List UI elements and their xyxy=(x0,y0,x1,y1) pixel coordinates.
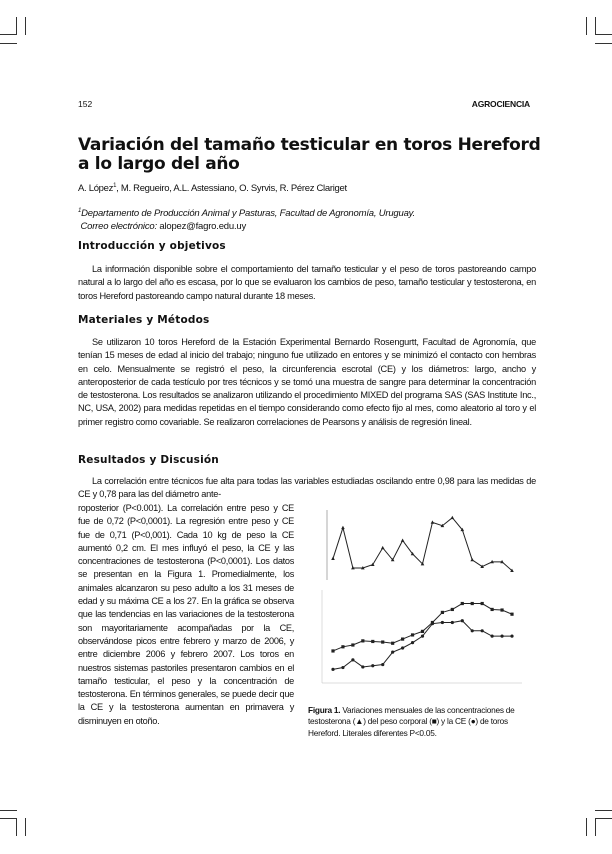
crop-mark xyxy=(595,810,612,811)
data-point-testosterona xyxy=(381,546,385,549)
data-point-CE xyxy=(500,635,503,638)
data-point-CE xyxy=(491,635,494,638)
data-point-peso xyxy=(401,637,404,640)
data-point-testosterona xyxy=(470,558,474,561)
authors-rest: , M. Regueiro, A.L. Astessiano, O. Syrvis, R. Pérez Clariget xyxy=(116,183,347,195)
crop-mark xyxy=(0,43,17,44)
data-point-peso xyxy=(421,630,424,633)
data-point-CE xyxy=(451,621,454,624)
data-point-CE xyxy=(371,664,374,667)
data-point-testosterona xyxy=(451,516,455,519)
caption-label: Figura 1. xyxy=(308,705,341,715)
crop-mark xyxy=(586,17,587,35)
crop-mark xyxy=(25,818,26,836)
page-number: 152 xyxy=(78,99,93,109)
data-point-CE xyxy=(351,658,354,661)
chart-testosterone xyxy=(331,516,514,572)
data-point-CE xyxy=(401,646,404,649)
author-sup: 1 xyxy=(113,183,117,189)
affiliation-sup: 1 xyxy=(78,208,82,214)
chart-weight-ce xyxy=(331,602,513,671)
data-point-peso xyxy=(371,640,374,643)
crop-mark xyxy=(16,818,17,836)
data-point-testosterona xyxy=(341,526,345,529)
results-column: roposterior (P<0.001). La correlación entre peso y CE fue de 0,72 (P<0,0001). La regresión entre peso y CE fue de 0,71 (P<0,001). Cada 10 kg de peso la CE aumentó 0,2 cm. El mes influyó el peso, la CE y las concentraciones de testosterona (P<0,0001). Los datos se presentan en la Figura 1. Promedialmente, los animales alcanzaron su peso adulto a los 31 meses de edad y su máxima CE a los 27. En la gráfica se observa que las tendencias en las variaciones de la testosterona son mayoritariamente acompañadas por la CE, observándose picos entre febrero y marzo de 2006, y entre diciembre 2006 y febrero 2007. Los toros en nuestros sistemas pastoriles presentaron cambios en el tamaño testicular, el peso y la concentración de testosterona. En términos generales, se puede decir que la CE y la testosterona aumentan en primavera y disminuyen en otoño. xyxy=(78,503,294,726)
data-point-peso xyxy=(391,642,394,645)
data-point-peso xyxy=(361,639,364,642)
results-paragraph-full xyxy=(78,475,536,502)
data-point-CE xyxy=(441,621,444,624)
results-text-full: La correlación entre técnicos fue alta para todas las variables estudiadas oscilando entre 0,98 para las medidas de CE y 0,78 para las del diámetro ante- xyxy=(78,476,536,500)
data-point-testosterona xyxy=(401,538,405,541)
data-point-CE xyxy=(510,635,513,638)
data-point-CE xyxy=(391,651,394,654)
heading-intro: Introducción y objetivos xyxy=(78,240,226,252)
crop-mark xyxy=(595,43,612,44)
figure-caption xyxy=(308,705,534,739)
data-point-CE xyxy=(341,666,344,669)
crop-mark xyxy=(586,818,587,836)
data-point-peso xyxy=(481,602,484,605)
data-point-peso xyxy=(341,645,344,648)
affiliation-text: Departamento de Producción Animal y Pasturas, Facultad de Agronomía, Uruguay. xyxy=(81,208,415,220)
data-point-testosterona xyxy=(431,520,435,523)
data-point-peso xyxy=(510,613,513,616)
crop-mark xyxy=(16,17,17,35)
authors xyxy=(78,183,347,194)
data-point-CE xyxy=(471,629,474,632)
data-point-peso xyxy=(491,608,494,611)
article-title: Variación del tamaño testicular en toros Hereford a lo largo del año xyxy=(78,135,541,174)
data-point-peso xyxy=(500,608,503,611)
series-line-peso xyxy=(333,604,512,651)
data-point-CE xyxy=(331,668,334,671)
figure-1 xyxy=(307,505,535,705)
data-point-peso xyxy=(411,633,414,636)
data-point-peso xyxy=(461,602,464,605)
email-label: Correo electrónico: xyxy=(80,221,157,233)
data-point-peso xyxy=(471,602,474,605)
series-line-CE xyxy=(333,621,512,670)
data-point-peso xyxy=(451,608,454,611)
crop-mark xyxy=(595,34,612,35)
data-point-CE xyxy=(481,629,484,632)
data-point-peso xyxy=(441,611,444,614)
data-point-CE xyxy=(361,665,364,668)
heading-results: Resultados y Discusión xyxy=(78,454,219,466)
data-point-CE xyxy=(421,635,424,638)
email-link[interactable]: alopez@fagro.edu.uy xyxy=(159,221,247,233)
crop-mark xyxy=(0,818,17,819)
caption-text: Variaciones mensuales de las concentraciones de testosterona (▲) del peso corporal (■) y la CE (●) de toros Hereford. Literales diferentes P<0.05. xyxy=(308,705,515,738)
methods-text: Se utilizaron 10 toros Hereford de la Estación Experimental Bernardo Rosengurtt, Facultad de Agronomía, que tenían 15 meses de edad al inicio del trabajo; ninguno fue utilizado en entores y se minimizó el contacto con hembras en celo. Mensualmente se registró el peso, la circunferencia escrotal (CE) y los diámetros: largo, ancho y anteroposterior de cada testículo por tres técnicos y se tomó una muestra de sangre para determinar la concentración de testosterona. Los resultados se analizaron utilizando el procedimiento MIXED del programa SAS (SAS Institute Inc., NC, USA, 2002) para medidas repetidas en el tiempo considerando como efecto fijo al mes, como aleatorio al toro y el primer registro como covariable. Se realizaron correlaciones de Pearsons y análisis de regresión lineal. xyxy=(78,337,536,427)
author-first: A. López xyxy=(78,183,114,195)
data-point-peso xyxy=(381,640,384,643)
data-point-CE xyxy=(431,622,434,625)
intro-text: La información disponible sobre el comportamiento del tamaño testicular y el peso de toros pastoreando campo natural a lo largo del año es escasa, por lo que se evaluaron los cambios de peso, tamaño testicular y testosterona, en toros Hereford pastoreando campo natural durante 18 meses. xyxy=(78,264,536,301)
data-point-testosterona xyxy=(331,557,335,560)
heading-methods: Materiales y Métodos xyxy=(78,314,210,326)
crop-mark xyxy=(595,818,596,836)
crop-mark xyxy=(595,17,596,35)
figure-chart xyxy=(307,505,535,705)
affiliation xyxy=(78,205,415,233)
crop-mark xyxy=(595,818,612,819)
data-point-CE xyxy=(411,641,414,644)
crop-mark xyxy=(0,810,17,811)
journal-name: AGROCIENCIA xyxy=(471,99,530,109)
crop-mark xyxy=(0,34,17,35)
crop-mark xyxy=(25,17,26,35)
data-point-CE xyxy=(461,619,464,622)
data-point-peso xyxy=(351,643,354,646)
intro-paragraph xyxy=(78,263,536,303)
data-point-peso xyxy=(331,649,334,652)
methods-paragraph xyxy=(78,336,536,429)
data-point-CE xyxy=(381,663,384,666)
